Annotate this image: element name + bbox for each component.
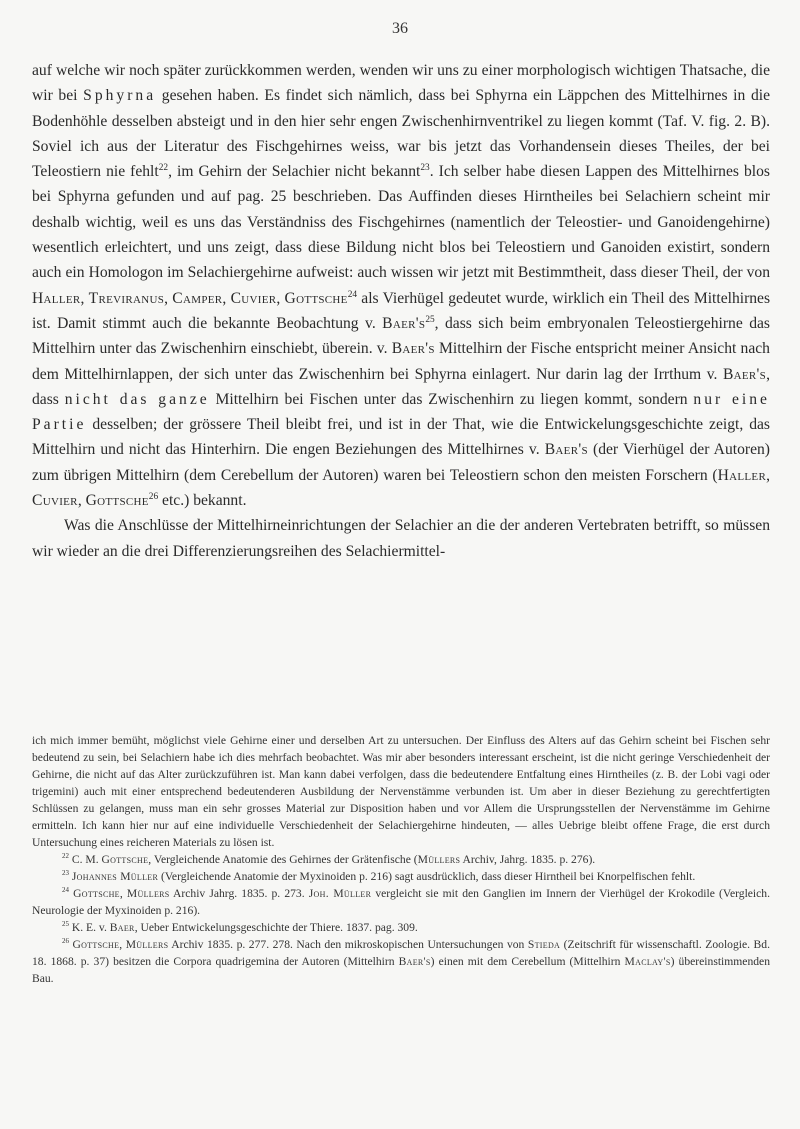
- emphasis-nicht-das-ganze: nicht das ganze: [64, 390, 210, 408]
- page-number: 36: [392, 20, 408, 37]
- author-gottsche: Gottsche: [284, 289, 348, 307]
- author-baer: Baer's: [544, 441, 588, 459]
- main-body-text: [32, 58, 770, 564]
- footnote-26: $^{26}$ Gottsche, Müllers Archiv 1835. p. 277. 278. Nach den mikroskopischen Untersuchungen von Stieda (Zeitschrift für wissenschaftl. Zoologie. Bd. 18. 1868. p. 37) besitzen die Corpora quadrigemina der Autoren (Mittelhirn Baer's) einen mit dem Cerebellum (Mittelhirn Maclay's) übereinstimmenden Bau.: [32, 937, 770, 985]
- paragraph-2: Was die Anschlüsse der Mittelhirneinrichtungen der Selachier an die der anderen Vertebraten betrifft, so müssen wir wieder an die drei Differenzierungsreihen des Selachiermittel-: [32, 517, 770, 560]
- emphasis-sphyrna: Sphyrna: [83, 87, 157, 105]
- footnote-ref-23: 23: [420, 163, 430, 173]
- author-cuvier: Cuvier: [32, 492, 78, 510]
- author-haller: Haller: [717, 466, 767, 484]
- author-baer: Baer's: [391, 340, 435, 358]
- footnote-continuation: ich mich immer bemüht, möglichst viele Gehirne einer und derselben Art zu untersuchen. Der Einfluss des Alters auf das Gehirn scheint bei Fischen sehr bedeutend zu sein, bei Selachiern habe ich dies mehrfach beobachtet. Was mir aber besonders interessant erscheint, ist die nicht geringe Verschiedenheit der Gehirne, die nicht auf das Alter zurückzuführen ist. Man kann dabei verfolgen, dass die bedeutendere Entfaltung eines Hirntheiles (z. B. der Lobi vagi oder trigemini) auch mit einer entsprechend bedeutenderen Ausbildung der Nervenstämme verbunden ist. Um aber in dieser Beziehung zu gerechtfertigten Schlüssen zu gelangen, muss man ein sehr grosses Material zur Disposition haben und vor Allem die Ursprungsstellen der Nervenstämme im Gehirne ermitteln. Ich kann hier nur auf eine individuelle Verschiedenheit der Selachiergehirne hindeuten, — alles Uebrige bleibt offene Frage, die erst durch Untersuchung eines reicheren Materials zu lösen ist.: [32, 734, 770, 849]
- author-treviranus: Treviranus: [88, 289, 165, 307]
- paragraph-1: auf welche wir noch später zurückkommen werden, wenden wir uns zu einer morphologisch wichtigen Thatsache, die wir bei Sphyrna gesehen haben. Es findet sich nämlich, dass bei Sphyrna ein Läppchen des Mittelhirnes in die Bodenhöhle desselben absteigt und in den hier sehr engen Zwischenhirnventrikel zu liegen kommt (Taf. V. fig. 2. B). Soviel ich aus der Literatur des Fischgehirnes weiss, war bis jetzt das Vorhandensein dieses Theiles, der bei Teleostiern nie fehlt$^{22}$, im Gehirn der Selachier nicht bekannt$^{23}$. Ich selber habe diesen Lappen des Mittelhirnes blos bei Sphyrna gefunden und auf pag. 25 beschrieben. Das Auffinden dieses Hirntheiles bei Selachiern scheint mir deshalb wichtig, weil es uns das Verständniss des Fischgehirnes (namentlich der Teleostier- und Ganoidengehirne) wesentlich erleichtert, und uns zeigt, dass diese Bildung nicht blos bei Teleostiern und Ganoiden existirt, sondern auch ein Homologon im Selachiergehirne aufweist: auch wissen wir jetzt mit Bestimmtheit, dass dieser Theil, der von Haller, Treviranus, Camper, Cuvier, Gottsche$^{24}$ als Vierhügel gedeutet wurde, wirklich ein Theil des Mittelhirnes ist. Damit stimmt auch die bekannte Beobachtung v. $Baer's^{25}$, dass sich beim embryonalen Teleostiergehirne das Mittelhirn unter das Zwischenhirn einschiebt, überein. v. Baer's Mittelhirn der Fische entspricht meiner Ansicht nach dem Mittelhirnlappen, der sich unter das Zwischenhirn bei Sphyrna einlagert. Nur darin lag der Irrthum v. Baer's, dass nicht das ganze Mittelhirn bei Fischen unter das Zwischenhirn zu liegen kommt, sondern nur eine Partie desselben; der grössere Theil bleibt frei, und ist in der That, wie die Entwickelungsgeschichte zeigt, das Mittelhirn und nicht das Hinterhirn. Die engen Beziehungen des Mittelhirnes v. Baer's (der Vierhügel der Autoren) zum übrigen Mittelhirn (dem Cerebellum der Autoren) waren bei Teleostiern schon den meisten Forschern (Haller, Cuvier, Gottsche$^{26}$ etc.) bekannt.: [32, 62, 771, 510]
- emphasis-nur-eine-partie: nur eine Partie: [32, 390, 770, 434]
- author-gottsche: Gottsche: [85, 492, 149, 510]
- author-baer: Baer's: [382, 314, 426, 332]
- footnote-ref-24: 24: [347, 289, 358, 300]
- footnote-24: $^{24}$ Gottsche, Müllers Archiv Jahrg. 1835. p. 273. Joh. Müller vergleicht sie mit den Ganglien im Innern der Vierhügel der Krokodile (Vergleich. Neurologie der Myxinoiden p. 216).: [32, 886, 770, 917]
- author-camper: Camper: [172, 289, 223, 307]
- footnote-22: $^{22}$ C. M. Gottsche, Vergleichende Anatomie des Gehirnes der Grätenfische (Müllers Archiv, Jahrg. 1835. p. 276).: [62, 852, 596, 866]
- footnote-ref-22: 22: [158, 163, 169, 173]
- footnotes: [32, 732, 770, 987]
- footnote-23: $^{23}$ Johannes Müller (Vergleichende Anatomie der Myxinoiden p. 216) sagt ausdrücklich, dass dieser Hirntheil bei Knorpelfischen fehlt.: [62, 869, 696, 883]
- footnote-ref-26: 26: [148, 491, 159, 502]
- footnote-ref-25: 25: [425, 314, 435, 325]
- author-haller: Haller: [32, 289, 81, 307]
- author-baer: Baer's: [722, 365, 767, 383]
- footnote-25: $^{25}$ K. E. v. Baer, Ueber Entwickelungsgeschichte der Thiere. 1837. pag. 309.: [62, 920, 418, 934]
- author-cuvier: Cuvier: [230, 289, 277, 307]
